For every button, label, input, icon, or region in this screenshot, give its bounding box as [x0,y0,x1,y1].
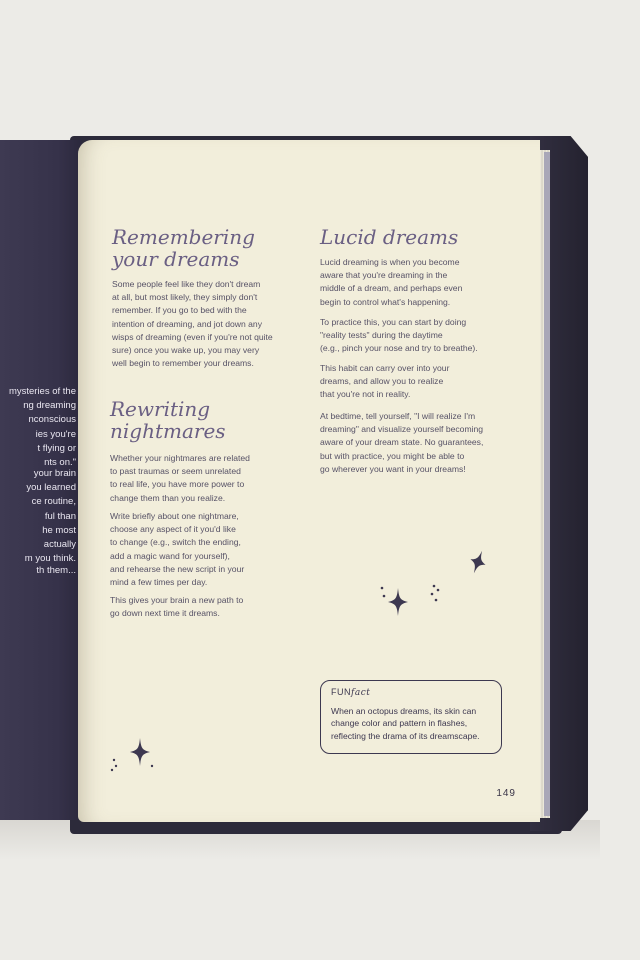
rewriting-body-2: Write briefly about one nightmare, choose any aspect of it you'd like to change (e.g., switch the ending, add a magic wand for yourself), and rehearse the new script in your mind a few times per day. [110,511,245,588]
remembering-body: Some people feel like they don't dream at all, but most likely, they simply don't remember. If you go to bed with the intention of dreaming, and jot down any wisps of dreaming (even if you're not quite sure) once you wake up, you may very well begin to remember your dreams. [112,279,273,369]
sparkle-icon [374,580,414,630]
left-page-text-1: mysteries of the ng dreaming nconscious ies you're t flying or nts on." [8,386,76,469]
page-number: 149 [496,788,516,799]
sparkle-dots-icon [426,580,446,610]
lucid-body-4: At bedtime, tell yourself, "I will realize I'm dreaming" and visualize yourself becoming aware of your dream state. No guarantees, but with practice, you might be able to go wherever you want in your dreams! [320,411,484,474]
lucid-body-3: This habit can carry over into your dreams, and allow you to realize that you're not in reality. [320,363,450,400]
left-page [0,140,82,820]
fun-fact-box [320,680,502,754]
lucid-title: Lucid dreams [320,225,459,249]
fun-fact-label [331,687,370,698]
fun-fact-label-fact: fact [351,688,371,698]
lucid-body-1: Lucid dreaming is when you become aware that you're dreaming in the middle of a dream, and perhaps even begin to control what's happening. [320,257,463,307]
fun-fact-label-fun: FUN [331,687,351,697]
star-icon [466,546,490,580]
right-page [78,140,540,822]
remembering-title: Remembering your dreams [112,225,255,271]
rewriting-body-1: Whether your nightmares are related to past traumas or seem unrelated to real life, you have more power to change them than you realize. [110,453,250,503]
fun-fact-body: When an octopus dreams, its skin can change color and pattern in flashes, reflecting the drama of its dreamscape. [331,706,480,741]
rewriting-title: Rewriting nightmares [110,397,226,443]
page-stack-inner [544,152,550,816]
left-page-text-3: th them... [36,565,76,576]
left-page-text-2: your brain you learned ce routine, ful than he most actually m you think. [24,468,76,565]
sparkle-bottom-icon [104,734,164,780]
lucid-body-2: To practice this, you can start by doing "reality tests" during the daytime (e.g., pinch your nose and try to breathe). [320,317,478,354]
rewriting-body-3: This gives your brain a new path to go down next time it dreams. [110,595,244,619]
